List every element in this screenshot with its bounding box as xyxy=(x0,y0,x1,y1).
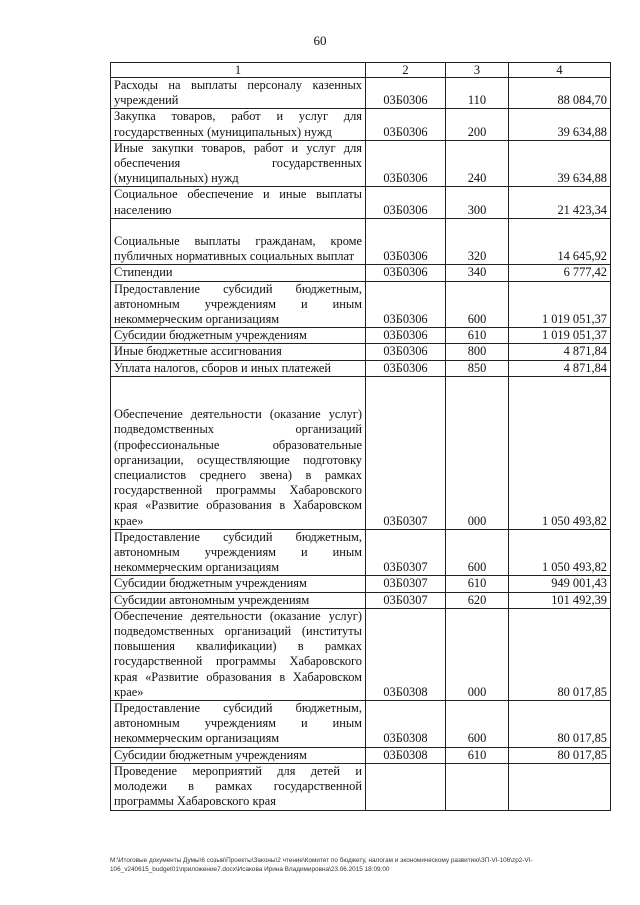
row-amount-cell: 1 019 051,37 xyxy=(509,281,611,328)
row-name-cell: Обеспечение деятельности (оказание услуг) подведомственных организаций (профессиональные образовательные организации, осуществляющие подготовку специалистов среднего звена) в рамках государственной программы Хабаровского края «Развитие образования в Хабаровском крае» xyxy=(111,376,366,529)
row-code-cell: 03Б0307 xyxy=(366,592,446,608)
table-row xyxy=(111,187,611,218)
row-expense-type-cell: 110 xyxy=(446,78,509,109)
row-amount-cell: 88 084,70 xyxy=(509,78,611,109)
row-name-cell: Иные бюджетные ассигнования xyxy=(111,344,366,360)
row-amount-cell: 101 492,39 xyxy=(509,592,611,608)
row-expense-type-cell: 000 xyxy=(446,608,509,700)
row-amount-cell: 39 634,88 xyxy=(509,109,611,140)
row-name-cell: Субсидии автономным учреждениям xyxy=(111,592,366,608)
table-row xyxy=(111,376,611,529)
table-body xyxy=(111,78,611,811)
table-row xyxy=(111,328,611,344)
row-amount-cell: 1 019 051,37 xyxy=(509,328,611,344)
row-code-cell: 03Б0307 xyxy=(366,376,446,529)
header-col-3: 3 xyxy=(446,63,509,78)
row-code-cell: 03Б0306 xyxy=(366,344,446,360)
row-name-cell: Обеспечение деятельности (оказание услуг) подведомственных организаций (институты повышения квалификации) в рамках государственной программы Хабаровского края «Развитие образования в Хабаровском крае» xyxy=(111,608,366,700)
row-name-cell: Проведение мероприятий для детей и молодежи в рамках государственной программы Хабаровского края xyxy=(111,763,366,810)
row-name-cell: Предоставление субсидий бюджетным, автономным учреждениям и иным некоммерческим организациям xyxy=(111,281,366,328)
row-code-cell: 03Б0308 xyxy=(366,747,446,763)
row-amount-cell: 1 050 493,82 xyxy=(509,376,611,529)
row-expense-type-cell: 320 xyxy=(446,218,509,265)
table-header-row xyxy=(111,63,611,78)
budget-table xyxy=(110,62,611,811)
table-row xyxy=(111,281,611,328)
header-col-2: 2 xyxy=(366,63,446,78)
document-footer xyxy=(110,857,610,874)
header-col-4: 4 xyxy=(509,63,611,78)
row-expense-type-cell: 000 xyxy=(446,376,509,529)
row-code-cell: 03Б0308 xyxy=(366,701,446,748)
table-row xyxy=(111,592,611,608)
table-row xyxy=(111,701,611,748)
row-name-cell: Иные закупки товаров, работ и услуг для обеспечения государственных (муниципальных) нужд xyxy=(111,140,366,187)
row-amount-cell: 80 017,85 xyxy=(509,701,611,748)
row-amount-cell: 6 777,42 xyxy=(509,265,611,281)
row-expense-type-cell: 610 xyxy=(446,328,509,344)
row-code-cell: 03Б0306 xyxy=(366,265,446,281)
row-expense-type-cell: 200 xyxy=(446,109,509,140)
row-code-cell: 03Б0306 xyxy=(366,360,446,376)
row-amount-cell: 39 634,88 xyxy=(509,140,611,187)
table-row xyxy=(111,218,611,265)
row-expense-type-cell: 620 xyxy=(446,592,509,608)
table-row xyxy=(111,747,611,763)
row-name-cell: Предоставление субсидий бюджетным, автономным учреждениям и иным некоммерческим организациям xyxy=(111,529,366,576)
footer-path-line-2: 106_v240615_budget01\приложение7.docx\Исакова Ирина Владимировна\23.06.2015 18:09:00 xyxy=(110,865,390,873)
row-code-cell: 03Б0307 xyxy=(366,529,446,576)
row-amount-cell: 4 871,84 xyxy=(509,360,611,376)
row-amount-cell: 80 017,85 xyxy=(509,608,611,700)
row-code-cell: 03Б0306 xyxy=(366,140,446,187)
row-code-cell: 03Б0306 xyxy=(366,328,446,344)
row-name-cell: Стипендии xyxy=(111,265,366,281)
row-expense-type-cell: 610 xyxy=(446,747,509,763)
table-row xyxy=(111,344,611,360)
row-name-cell: Социальные выплаты гражданам, кроме публичных нормативных социальных выплат xyxy=(111,218,366,265)
row-code-cell: 03Б0306 xyxy=(366,78,446,109)
row-code-cell: 03Б0306 xyxy=(366,218,446,265)
row-amount-cell: 80 017,85 xyxy=(509,747,611,763)
row-amount-cell: 14 645,92 xyxy=(509,218,611,265)
row-expense-type-cell: 850 xyxy=(446,360,509,376)
row-name-cell: Уплата налогов, сборов и иных платежей xyxy=(111,360,366,376)
row-code-cell: 03Б0308 xyxy=(366,608,446,700)
row-amount-cell: 1 050 493,82 xyxy=(509,529,611,576)
table-row xyxy=(111,529,611,576)
row-expense-type-cell: 600 xyxy=(446,281,509,328)
row-code-cell: 03Б0306 xyxy=(366,109,446,140)
row-name-cell: Предоставление субсидий бюджетным, автономным учреждениям и иным некоммерческим организациям xyxy=(111,701,366,748)
row-name-cell: Субсидии бюджетным учреждениям xyxy=(111,328,366,344)
row-amount-cell xyxy=(509,763,611,810)
row-amount-cell: 4 871,84 xyxy=(509,344,611,360)
row-expense-type-cell: 340 xyxy=(446,265,509,281)
row-name-cell: Субсидии бюджетным учреждениям xyxy=(111,576,366,592)
row-expense-type-cell xyxy=(446,763,509,810)
table-row xyxy=(111,140,611,187)
header-col-1: 1 xyxy=(111,63,366,78)
table-row xyxy=(111,576,611,592)
row-name-cell: Закупка товаров, работ и услуг для государственных (муниципальных) нужд xyxy=(111,109,366,140)
table-row xyxy=(111,265,611,281)
row-name-cell: Субсидии бюджетным учреждениям xyxy=(111,747,366,763)
table-row xyxy=(111,109,611,140)
table-row xyxy=(111,608,611,700)
row-code-cell: 03Б0307 xyxy=(366,576,446,592)
row-expense-type-cell: 600 xyxy=(446,529,509,576)
row-expense-type-cell: 610 xyxy=(446,576,509,592)
table-row xyxy=(111,360,611,376)
row-amount-cell: 21 423,34 xyxy=(509,187,611,218)
row-expense-type-cell: 600 xyxy=(446,701,509,748)
row-name-cell: Социальное обеспечение и иные выплаты населению xyxy=(111,187,366,218)
row-code-cell xyxy=(366,763,446,810)
row-name-cell: Расходы на выплаты персоналу казенных учреждений xyxy=(111,78,366,109)
row-amount-cell: 949 001,43 xyxy=(509,576,611,592)
row-code-cell: 03Б0306 xyxy=(366,187,446,218)
row-expense-type-cell: 240 xyxy=(446,140,509,187)
row-code-cell: 03Б0306 xyxy=(366,281,446,328)
footer-path-line-1: M:\Итоговые документы Думы\6 созыв\Проекты\Законы\2 чтение\Комитет по бюджету, налогам и экономическому развитию\ЗП-VI-106\zp2-VI- xyxy=(110,857,533,864)
table-row xyxy=(111,78,611,109)
page-number: 60 xyxy=(313,33,327,48)
table-row xyxy=(111,763,611,810)
row-expense-type-cell: 300 xyxy=(446,187,509,218)
row-expense-type-cell: 800 xyxy=(446,344,509,360)
